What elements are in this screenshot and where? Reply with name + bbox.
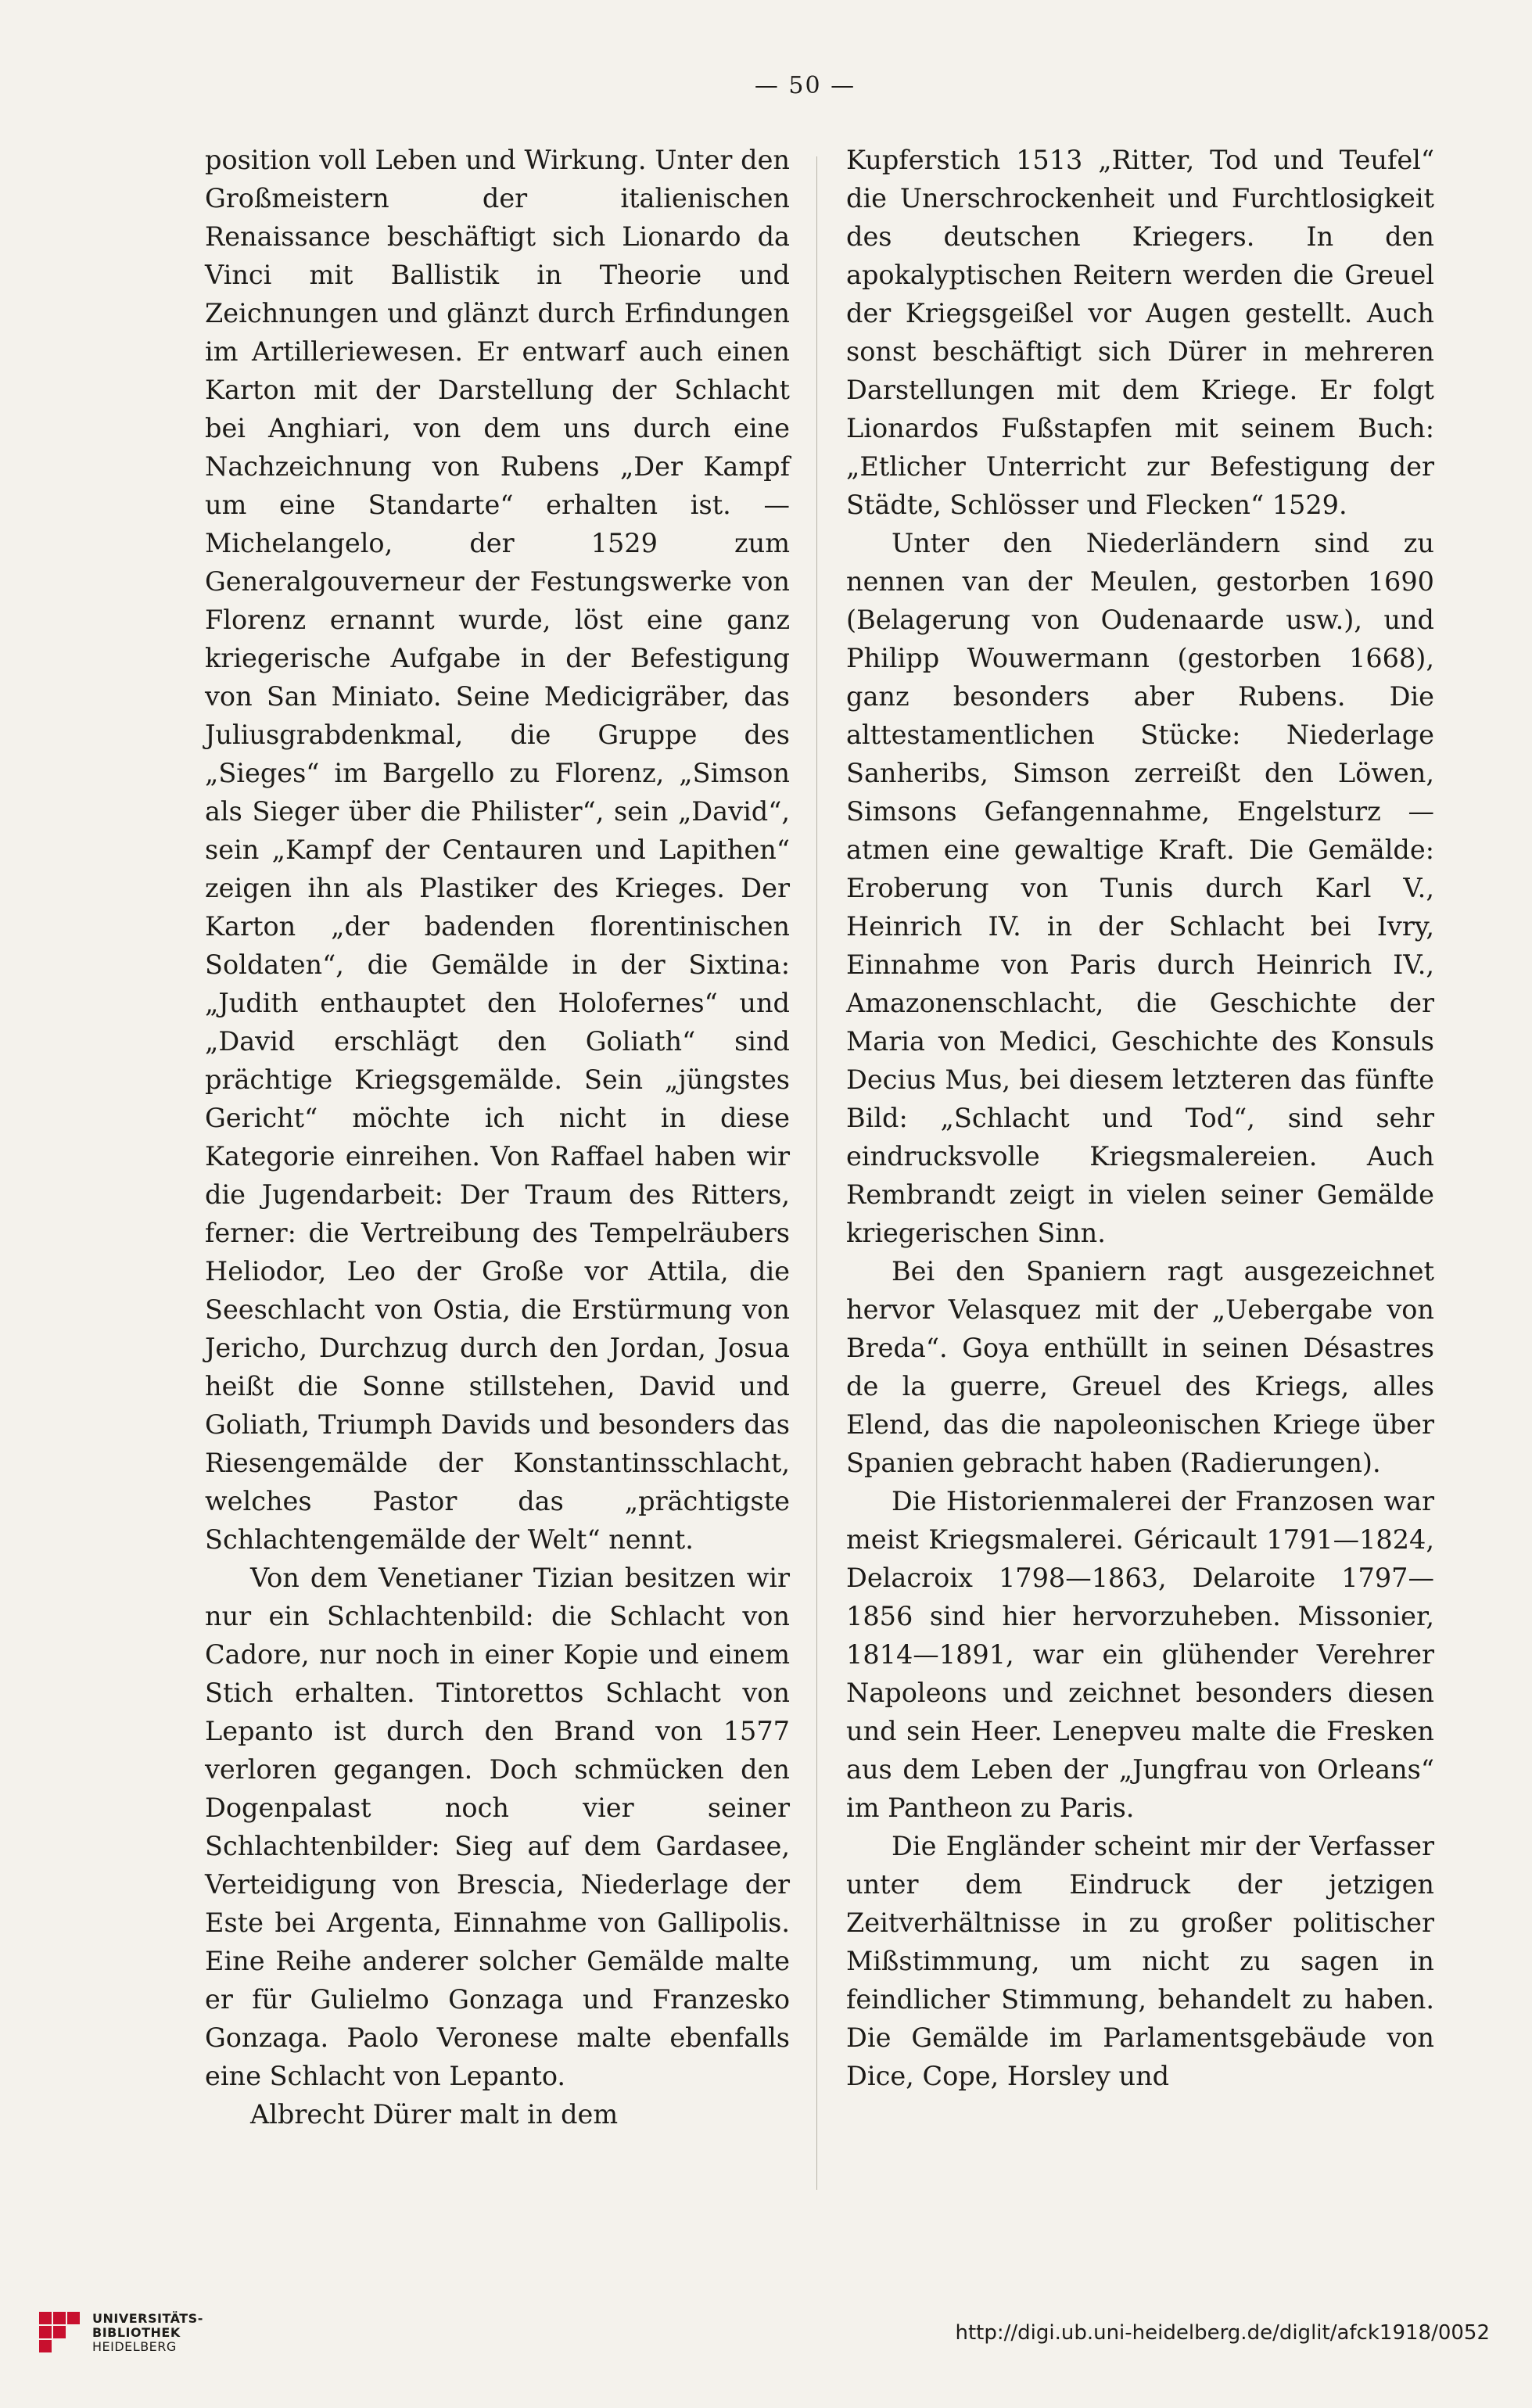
paragraph: position voll Leben und Wirkung. Unter den Großmeistern der italienischen Renaissance beschäftigt sich Lionardo da Vinci mit Ballistik in Theorie und Zeichnungen und glänzt durch Erfindungen im Artilleriewesen. Er entwarf auch einen Karton mit der Darstellung der Schlacht bei Anghiari, von dem uns durch eine Nachzeichnung von Rubens „Der Kampf um eine Standarte“ erhalten ist. — Michelangelo, der 1529 zum Generalgouverneur der Festungswerke von Florenz ernannt wurde, löst eine ganz kriegerische Aufgabe in der Befestigung von San Miniato. Seine Medicigräber, das Juliusgrabdenkmal, die Gruppe des „Sieges“ im Bargello zu Florenz, „Simson als Sieger über die Philister“, sein „David“, sein „Kampf der Centauren und Lapithen“ zeigen ihn als Plastiker des Krieges. Der Karton „der badenden florentinischen Soldaten“, die Gemälde in der Sixtina: „Judith enthauptet den Holofernes“ und „David erschlägt den Goliath“ sind prächtige Kriegsgemälde. Sein „jüngstes Gericht“ möchte ich nicht in diese Kategorie einreihen. Von Raffael haben wir die Jugendarbeit: Der Traum des Ritters, ferner: die Vertreibung des Tempelräubers Heliodor, Leo der Große vor Attila, die Seeschlacht von Ostia, die Erstürmung von Jericho, Durchzug durch den Jordan, Josua heißt die Sonne stillstehen, David und Goliath, Triumph Davids und besonders das Riesengemälde der Konstantinsschlacht, welches Pastor das „prächtigste Schlachtengemälde der Welt“ nennt. — [205, 145, 790, 1555]
text-column-right — [846, 141, 1434, 2095]
paragraph: Von dem Venetianer Tizian besitzen wir nur ein Schlachtenbild: die Schlacht von Cadore, nur noch in einer Kopie und einem Stich erhalten. Tintorettos Schlacht von Lepanto ist durch den Brand von 1577 verloren gegangen. Doch schmücken den Dogenpalast noch vier seiner Schlachtenbilder: Sieg auf dem Gardasee, Verteidigung von Brescia, Niederlage der Este bei Argenta, Einnahme von Gallipolis. Eine Reihe anderer solcher Gemälde malte er für Gulielmo Gonzaga und Franzesko Gonzaga. Paolo Veronese malte ebenfalls eine Schlacht von Lepanto. — [205, 1563, 790, 2091]
text-column-left — [205, 141, 790, 2133]
footer — [0, 2291, 1532, 2408]
logo-line: BIBLIOTHEK — [92, 2325, 181, 2340]
library-logo-icon — [36, 2309, 83, 2356]
library-logo-text — [92, 2312, 203, 2354]
column-divider — [816, 156, 817, 2190]
paragraph: Albrecht Dürer malt in dem — [250, 2099, 619, 2130]
paragraph: Kupferstich 1513 „Ritter, Tod und Teufel“ die Unerschrockenheit und Furchtlosigkeit des deutschen Kriegers. In den apokalyptischen Reitern werden die Greuel der Kriegsgeißel vor Augen gestellt. Auch sonst beschäftigt sich Dürer in mehreren Darstellungen mit dem Kriege. Er folgt Lionardos Fußstapfen mit seinem Buch: „Etlicher Unterricht zur Befestigung der Städte, Schlösser und Flecken“ 1529. — [846, 145, 1434, 520]
paragraph: Die Engländer scheint mir der Verfasser unter dem Eindruck der jetzigen Zeitverhältnisse in zu großer politischer Mißstimmung, um nicht zu sagen in feindlicher Stimmung, behandelt zu haben. Die Gemälde im Parlamentsgebäude von Dice, Cope, Horsley und — [846, 1831, 1434, 2091]
logo-line: UNIVERSITÄTS- — [92, 2311, 203, 2326]
logo-line: HEIDELBERG — [92, 2339, 177, 2354]
source-url[interactable]: http://digi.ub.uni-heidelberg.de/diglit/afck1918/0052 — [955, 2321, 1490, 2345]
page-number: — 50 — — [754, 72, 856, 99]
paragraph: Bei den Spaniern ragt ausgezeichnet hervor Velasquez mit der „Uebergabe von Breda“. Goya enthüllt in seinen Désastres de la guerre, Greuel des Kriegs, alles Elend, das die napoleonischen Kriege über Spanien gebracht haben (Radierungen). — [846, 1256, 1434, 1478]
paragraph: Die Historienmalerei der Franzosen war meist Kriegsmalerei. Géricault 1791—1824, Delacroix 1798—1863, Delaroite 1797—1856 sind hier hervorzuheben. Missonier, 1814—1891, war ein glühender Verehrer Napoleons und zeichnet besonders diesen und sein Heer. Lenepveu malte die Fresken aus dem Leben der „Jungfrau von Orleans“ im Pantheon zu Paris. — [846, 1486, 1434, 1823]
paragraph: Unter den Niederländern sind zu nennen van der Meulen, gestorben 1690 (Belagerung von Oudenaarde usw.), und Philipp Wouwermann (gestorben 1668), ganz besonders aber Rubens. Die alttestamentlichen Stücke: Niederlage Sanheribs, Simson zerreißt den Löwen, Simsons Gefangennahme, Engelsturz — atmen eine gewaltige Kraft. Die Gemälde: Eroberung von Tunis durch Karl V., Heinrich IV. in der Schlacht bei Ivry, Einnahme von Paris durch Heinrich IV., Amazonenschlacht, die Geschichte der Maria von Medici, Geschichte des Konsuls Decius Mus, bei diesem letzteren das fünfte Bild: „Schlacht und Tod“, sind sehr eindrucksvolle Kriegsmalereien. Auch Rembrandt zeigt in vielen seiner Gemälde kriegerischen Sinn. — [846, 528, 1434, 1248]
